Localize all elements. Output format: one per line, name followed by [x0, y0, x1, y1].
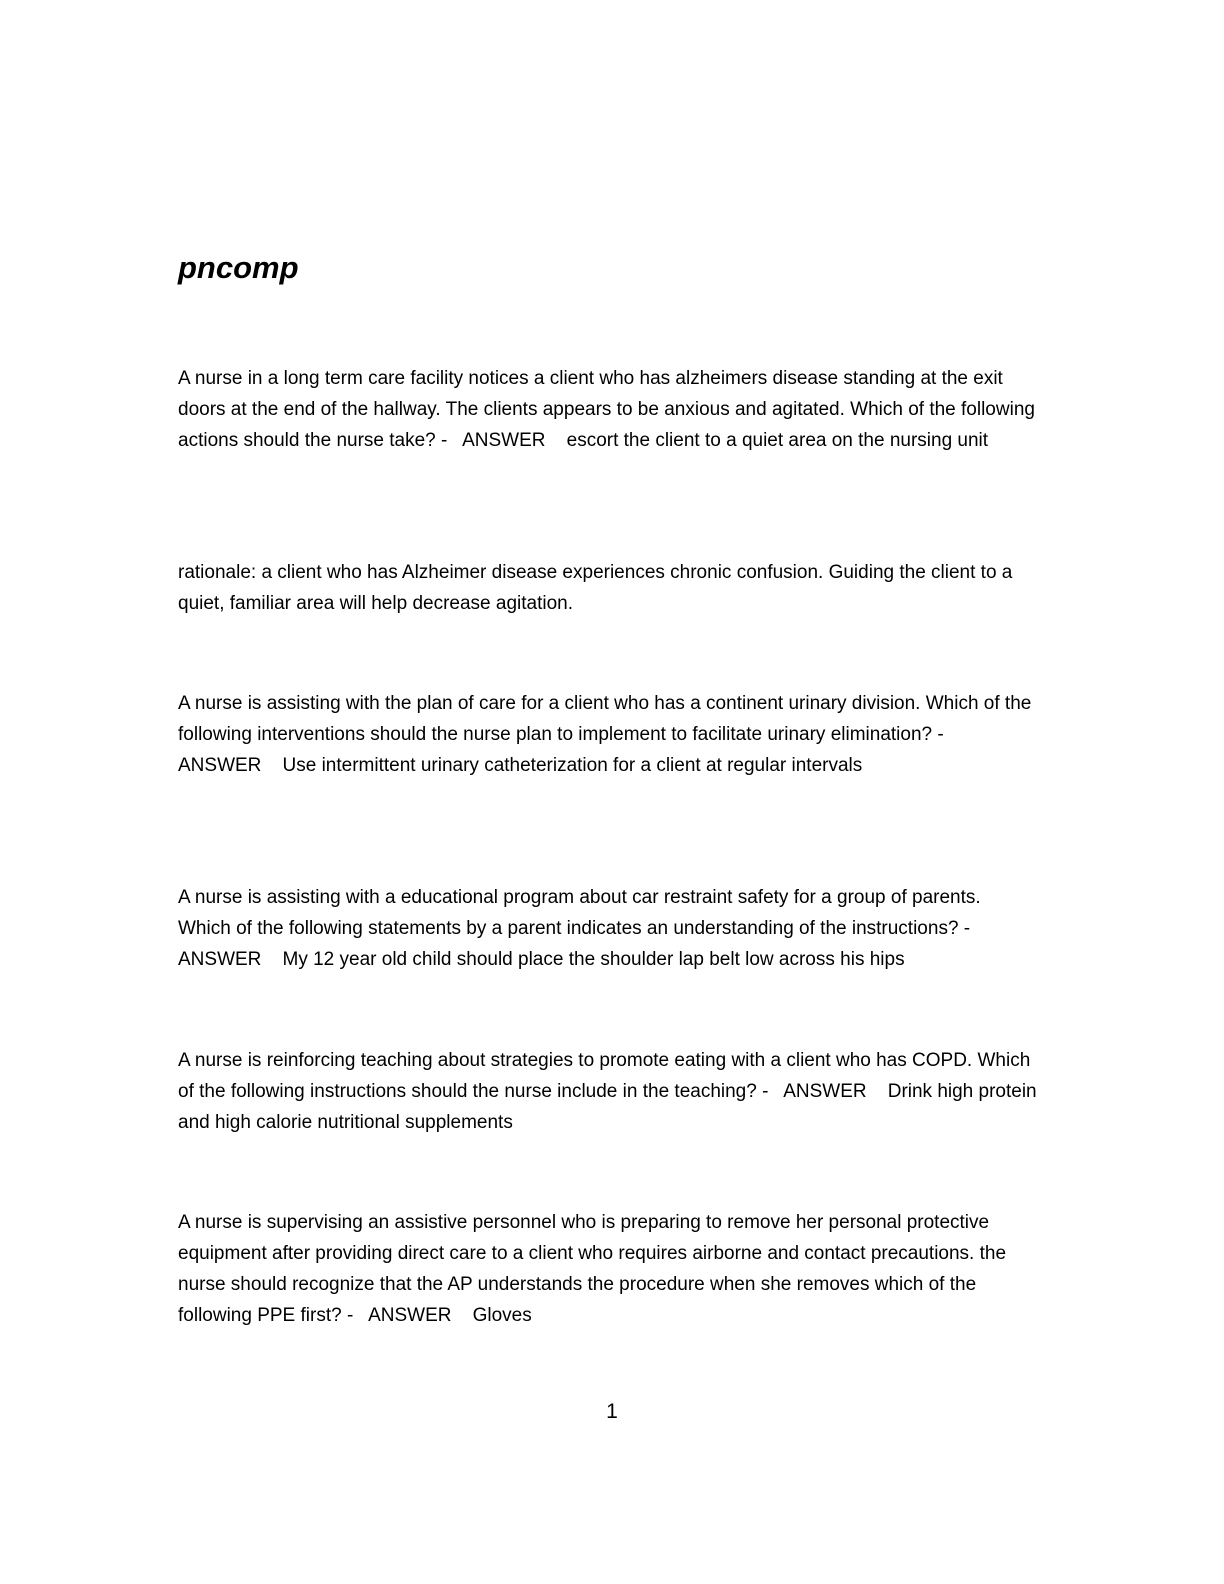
rationale-paragraph: rationale: a client who has Alzheimer disease experiences chronic confusion. Guiding the client to a quiet, familiar area will help decrease agitation.	[178, 562, 1018, 614]
question-paragraph: A nurse is supervising an assistive personnel who is preparing to remove her personal protective equipment after providing direct care to a client who requires airborne and contact precautions. the nurse should recognize that the AP understands the procedure when she removes which of the following PPE first? - ANSWER Gloves	[178, 1212, 1012, 1326]
question-paragraph: A nurse is assisting with the plan of care for a client who has a continent urinary division. Which of the following interventions should the nurse plan to implement to facilitate urinary elimination? - ANSWER Use intermittent urinary catheterization for a client at regular intervals	[178, 693, 1037, 776]
question-paragraph: A nurse in a long term care facility notices a client who has alzheimers disease standing at the exit doors at the end of the hallway. The clients appears to be anxious and agitated. Which of the following actions should the nurse take? - ANSWER escort the client to a quiet area on the nursing unit	[178, 368, 1041, 451]
document-title: pncomp	[178, 250, 299, 285]
question-paragraph: A nurse is reinforcing teaching about strategies to promote eating with a client who has COPD. Which of the following instructions should the nurse include in the teaching? - ANSWER Drink high protein and high calorie nutritional supplements	[178, 1050, 1042, 1133]
question-paragraph: A nurse is assisting with a educational program about car restraint safety for a group of parents. Which of the following statements by a parent indicates an understanding of the instructions? - ANSWER My 12 year old child should place the shoulder lap belt low across his hips	[178, 887, 986, 970]
page-number: 1	[606, 1400, 618, 1423]
